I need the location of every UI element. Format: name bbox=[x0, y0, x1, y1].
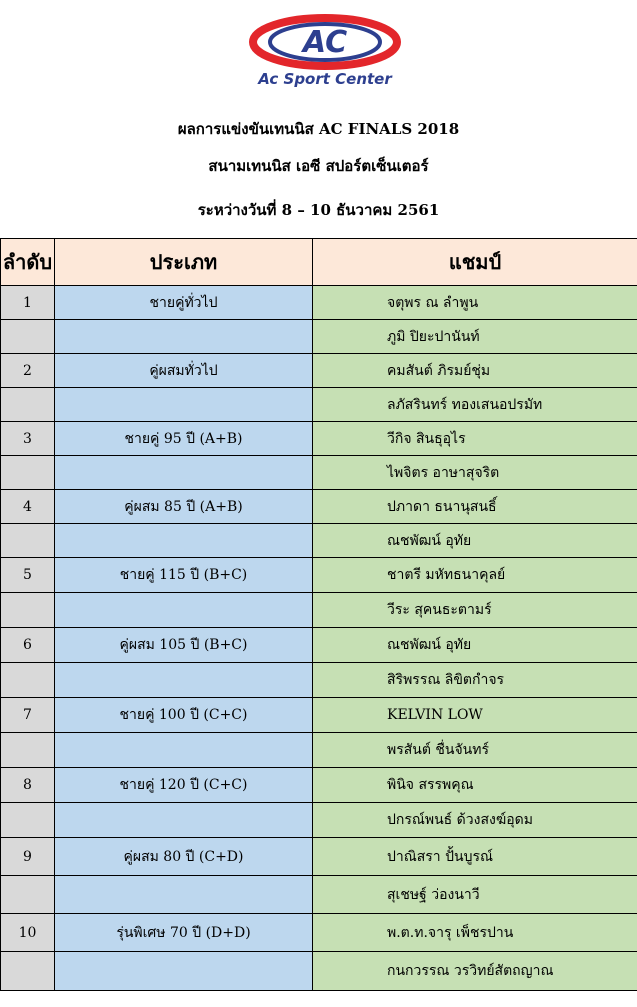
rank-cell: 1 bbox=[1, 286, 55, 320]
rank-cell bbox=[1, 876, 55, 914]
table-row bbox=[1, 803, 637, 838]
rank-cell: 2 bbox=[1, 354, 55, 388]
category-cell: ชายคู่ทั่วไป bbox=[55, 286, 313, 320]
table-row bbox=[1, 354, 637, 388]
champion-cell: พรสันต์ ชื่นจันทร์ bbox=[313, 733, 637, 768]
category-cell: ชายคู่ 100 ปี (C+C) bbox=[55, 698, 313, 733]
rank-cell: 5 bbox=[1, 558, 55, 593]
ac-sport-center-logo bbox=[245, 6, 405, 92]
category-cell: คู่ผสม 85 ปี (A+B) bbox=[55, 490, 313, 524]
rank-cell bbox=[1, 320, 55, 354]
category-cell: ชายคู่ 115 ปี (B+C) bbox=[55, 558, 313, 593]
rank-cell bbox=[1, 733, 55, 768]
logo-mark: AC bbox=[302, 25, 348, 60]
table-row bbox=[1, 524, 637, 558]
rank-cell bbox=[1, 663, 55, 698]
rank-cell: 7 bbox=[1, 698, 55, 733]
category-cell bbox=[55, 952, 313, 991]
table-header-row bbox=[1, 239, 637, 286]
table-row bbox=[1, 768, 637, 803]
table-row bbox=[1, 663, 637, 698]
rank-cell bbox=[1, 388, 55, 422]
category-cell bbox=[55, 320, 313, 354]
champion-cell: ชาตรี มหัทธนาคุลย์ bbox=[313, 558, 637, 593]
champion-cell: ภูมิ ปิยะปานันท์ bbox=[313, 320, 637, 354]
champion-cell: ณชพัฒน์ อุทัย bbox=[313, 524, 637, 558]
rank-cell: 3 bbox=[1, 422, 55, 456]
champion-cell: ลภัสรินทร์ ทองเสนอปรมัท bbox=[313, 388, 637, 422]
champion-cell: สุเชษฐ์ ว่องนาวี bbox=[313, 876, 637, 914]
champion-cell: พ.ต.ท.จารุ เพ็ชรปาน bbox=[313, 914, 637, 952]
table-row bbox=[1, 320, 637, 354]
champion-cell: ปกรณ์พนธ์ ด้วงสงฆ์อุดม bbox=[313, 803, 637, 838]
table-row bbox=[1, 876, 637, 914]
category-cell bbox=[55, 388, 313, 422]
table-row bbox=[1, 952, 637, 991]
category-cell: คู่ผสม 105 ปี (B+C) bbox=[55, 628, 313, 663]
table-body bbox=[1, 286, 637, 991]
table-row bbox=[1, 838, 637, 876]
rank-cell bbox=[1, 803, 55, 838]
champion-cell: คมสันต์ ภิรมย์ชุ่ม bbox=[313, 354, 637, 388]
table-row bbox=[1, 422, 637, 456]
category-cell: รุ่นพิเศษ 70 ปี (D+D) bbox=[55, 914, 313, 952]
table-row bbox=[1, 628, 637, 663]
venue-heading: สนามเทนนิส เอซี สปอร์ตเซ็นเตอร์ bbox=[208, 157, 429, 175]
table-row bbox=[1, 456, 637, 490]
page-title: ผลการแข่งขันเทนนิส AC FINALS 2018 bbox=[177, 120, 460, 138]
champion-cell: สิริพรรณ ลิขิตกำจร bbox=[313, 663, 637, 698]
champion-cell: พินิจ สรรพคุณ bbox=[313, 768, 637, 803]
champion-cell: จตุพร ณ ลำพูน bbox=[313, 286, 637, 320]
rank-cell: 9 bbox=[1, 838, 55, 876]
table-row bbox=[1, 286, 637, 320]
table-row bbox=[1, 698, 637, 733]
rank-cell: 6 bbox=[1, 628, 55, 663]
category-cell bbox=[55, 524, 313, 558]
champion-cell: วีระ สุคนธะตามร์ bbox=[313, 593, 637, 628]
date-heading: ระหว่างวันที่ 8 – 10 ธันวาคม 2561 bbox=[197, 201, 440, 219]
champion-cell: KELVIN LOW bbox=[313, 698, 637, 733]
rank-cell bbox=[1, 524, 55, 558]
champion-cell: ไพจิตร อาษาสุจริต bbox=[313, 456, 637, 490]
champion-cell: กนกวรรณ วรวิทย์สัตถญาณ bbox=[313, 952, 637, 991]
rank-cell bbox=[1, 952, 55, 991]
category-cell bbox=[55, 593, 313, 628]
category-cell: ชายคู่ 120 ปี (C+C) bbox=[55, 768, 313, 803]
category-cell bbox=[55, 803, 313, 838]
table-row bbox=[1, 593, 637, 628]
header-champion: แชมป์ bbox=[313, 239, 637, 286]
header-rank: ลำดับ bbox=[1, 239, 55, 286]
rank-cell: 4 bbox=[1, 490, 55, 524]
table-row bbox=[1, 914, 637, 952]
table-row bbox=[1, 558, 637, 593]
rank-cell bbox=[1, 593, 55, 628]
results-table bbox=[0, 238, 637, 991]
champion-cell: ณชพัฒน์ อุทัย bbox=[313, 628, 637, 663]
champion-cell: วีกิจ สินธุอุไร bbox=[313, 422, 637, 456]
rank-cell: 10 bbox=[1, 914, 55, 952]
category-cell bbox=[55, 456, 313, 490]
table-row bbox=[1, 490, 637, 524]
category-cell bbox=[55, 733, 313, 768]
category-cell bbox=[55, 663, 313, 698]
table-row bbox=[1, 388, 637, 422]
champion-cell: ปาณิสรา ปั้นบูรณ์ bbox=[313, 838, 637, 876]
category-cell bbox=[55, 876, 313, 914]
rank-cell bbox=[1, 456, 55, 490]
header-category: ประเภท bbox=[55, 239, 313, 286]
table-row bbox=[1, 733, 637, 768]
logo-name: Ac Sport Center bbox=[258, 70, 392, 88]
category-cell: คู่ผสมทั่วไป bbox=[55, 354, 313, 388]
rank-cell: 8 bbox=[1, 768, 55, 803]
category-cell: คู่ผสม 80 ปี (C+D) bbox=[55, 838, 313, 876]
champion-cell: ปภาดา ธนานุสนธิ์ bbox=[313, 490, 637, 524]
category-cell: ชายคู่ 95 ปี (A+B) bbox=[55, 422, 313, 456]
